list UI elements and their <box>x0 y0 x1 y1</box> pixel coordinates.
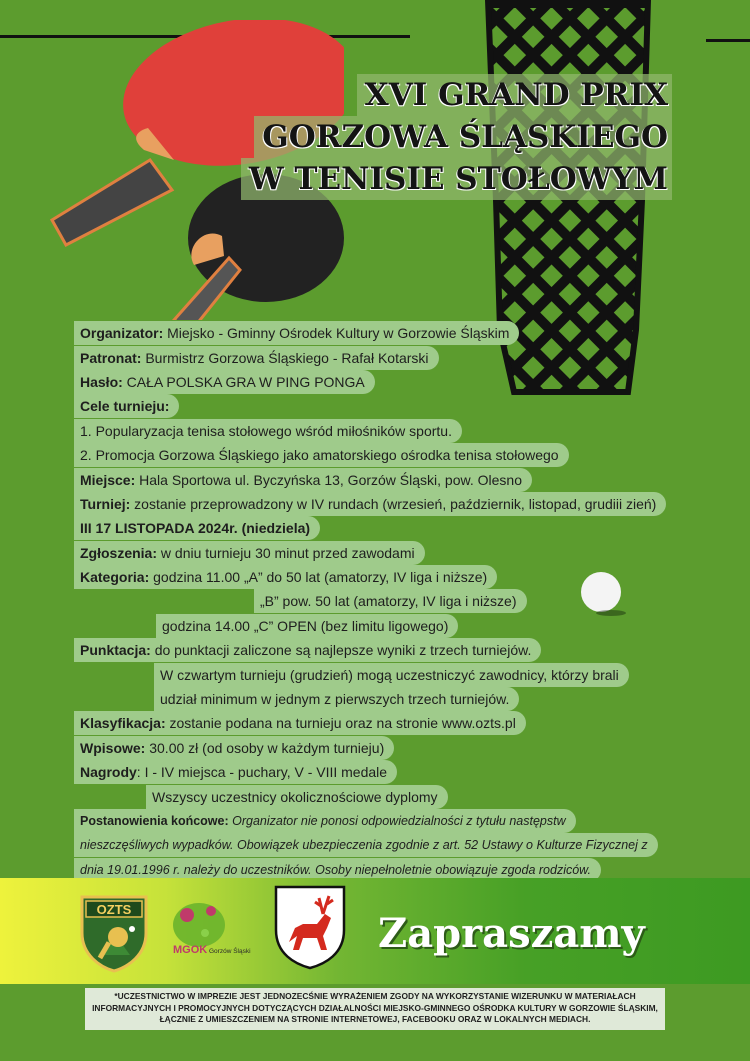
venue-row: Miejsce: Hala Sportowa ul. Byczyńska 13, Gorzów Śląski, pow. Olesno <box>74 468 532 492</box>
fee-row: Wpisowe: 30.00 zł (od osoby w każdym turnieju) <box>74 736 394 760</box>
title-line-3: W TENISIE STOŁOWYM <box>241 158 672 200</box>
organizer-row: Organizator: Miejsko - Gminny Ośrodek Kultury w Gorzowie Śląskim <box>74 321 519 345</box>
prizes-row: Nagrody: I - IV miejsca - puchary, V - VIII medale <box>74 760 397 784</box>
registration-row: Zgłoszenia: w dniu turnieju 30 minut przed zawodami <box>74 541 425 565</box>
scoring-line-3: udział minimum w jednym z pierwszych trzech turniejów. <box>154 687 519 711</box>
goals-heading: Cele turnieju: <box>74 394 179 418</box>
category-c-row: godzina 14.00 „C” OPEN (bez limitu ligowego) <box>156 614 458 638</box>
svg-text:MGOK: MGOK <box>173 944 208 956</box>
classification-row: Klasyfikacja: zostanie podana na turnieju oraz na stronie www.ozts.pl <box>74 711 526 735</box>
disclaimer: *UCZESTNICTWO W IMPREZIE JEST JEDNOZECŚNIE WYRAŻENIEM ZGODY NA WYKORZYSTANIE WIZERUNKU W MATERIAŁACH INFORMACYJNYCH I PROMOCYJNYCH DOTYCZĄCYCH DZIAŁALNOŚCI MIEJSKO-GMINNEGO OŚRODKA KULTURY W GORZOWIE ŚLĄSKIM, ŁĄCZNIE Z UMIESZCZENIEM NA STRONIE INTERNETOWEJ, FACEBOOKU ORAZ W LOKALNYCH MEDIACH. <box>85 988 665 1030</box>
slogan-row: Hasło: CAŁA POLSKA GRA W PING PONGA <box>74 370 375 394</box>
final-provisions-line-2: nieszczęśliwych wypadków. Obowiązek ubezpieczenia zgodnie z art. 52 Ustawy o Kulturze Fizycznej z <box>74 833 658 857</box>
scoring-row: Punktacja: do punktacji zaliczone są najlepsze wyniki z trzech turniejów. <box>74 638 541 662</box>
goal-1: 1. Popularyzacja tenisa stołowego wśród miłośników sportu. <box>74 419 462 443</box>
prizes-line-2: Wszyscy uczestnicy okolicznościowe dyplomy <box>146 785 448 809</box>
svg-text:Gorzów Śląski: Gorzów Śląski <box>209 948 251 955</box>
coat-of-arms <box>273 884 347 970</box>
title-line-2: GORZOWA ŚLĄSKIEGO <box>254 116 672 158</box>
goal-2: 2. Promocja Gorzowa Śląskiego jako amatorskiego ośrodka tenisa stołowego <box>74 443 569 467</box>
scoring-line-2: W czwartym turnieju (grudzień) mogą uczestniczyć zawodnicy, którzy brali <box>154 663 629 687</box>
final-provisions-row: Postanowienia końcowe: Organizator nie ponosi odpowiedzialności z tytułu następstw <box>74 809 576 833</box>
ozts-logo <box>78 893 150 973</box>
event-info <box>74 321 666 906</box>
top-right-line <box>706 39 750 42</box>
invite-text: Zapraszamy <box>378 910 645 957</box>
event-title <box>241 74 672 200</box>
category-b-row: „B” pow. 50 lat (amatorzy, IV liga i niższe) <box>254 589 527 613</box>
final-provisions-line-3: dnia 19.01.1996 r. należy do uczestników. Osoby niepełnoletnie obowiązuje zgoda rodziców. <box>74 858 601 882</box>
round-date: III 17 LISTOPADA 2024r. (niedziela) <box>74 516 320 540</box>
category-a-row: Kategoria: godzina 11.00 „A” do 50 lat (amatorzy, IV liga i niższe) <box>74 565 497 589</box>
mgok-logo <box>165 893 257 965</box>
patron-row: Patronat: Burmistrz Gorzowa Śląskiego - Rafał Kotarski <box>74 346 439 370</box>
tournament-row: Turniej: zostanie przeprowadzony w IV rundach (wrzesień, październik, listopad, grudiii zień) <box>74 492 666 516</box>
title-line-1: XVI GRAND PRIX <box>357 74 672 116</box>
svg-text:OZTS: OZTS <box>96 902 132 917</box>
